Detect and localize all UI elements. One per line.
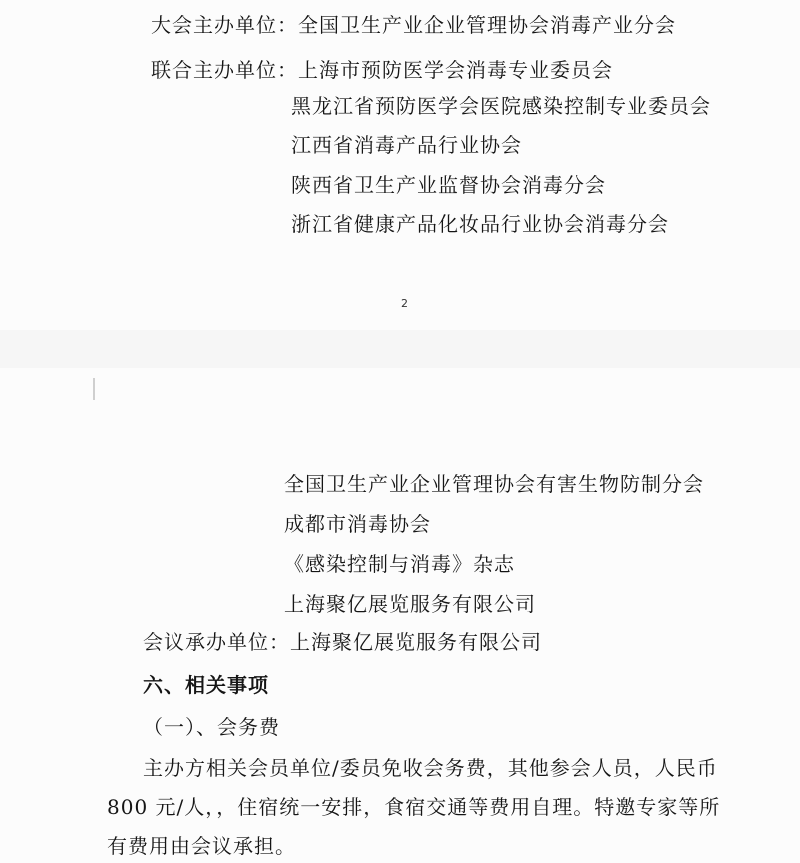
co-host-item: 江西省消毒产品行业协会 <box>291 133 522 157</box>
co-host-item: 成都市消毒协会 <box>284 512 431 536</box>
page-gap <box>0 330 800 368</box>
page-number: 2 <box>401 297 408 310</box>
co-host-item: 黑龙江省预防医学会医院感染控制专业委员会 <box>291 94 711 118</box>
scan-mark <box>93 378 95 400</box>
co-host-item: 上海市预防医学会消毒专业委员会 <box>298 58 613 82</box>
host-row <box>151 11 676 39</box>
host-label: 大会主办单位： <box>151 13 298 37</box>
co-host-row <box>151 56 613 84</box>
co-host-item: 上海聚亿展览服务有限公司 <box>284 592 536 616</box>
paragraph-line: 主办方相关会员单位/委员免收会务费，其他参会人员，人民币 <box>143 756 718 780</box>
co-host-item: 《感染控制与消毒》杂志 <box>284 552 515 576</box>
co-host-item: 陕西省卫生产业监督协会消毒分会 <box>291 173 606 197</box>
host-value: 全国卫生产业企业管理协会消毒产业分会 <box>298 13 676 37</box>
subsection-heading: （一）、会务费 <box>143 715 280 739</box>
paragraph-line: 有费用由会议承担。 <box>107 834 296 858</box>
co-host-item: 全国卫生产业企业管理协会有害生物防制分会 <box>284 472 704 496</box>
organizer-row <box>143 628 542 656</box>
organizer-label: 会议承办单位： <box>143 630 290 654</box>
co-host-item: 浙江省健康产品化妆品行业协会消毒分会 <box>291 212 669 236</box>
document-page-1 <box>0 0 800 330</box>
section-heading: 六、相关事项 <box>143 673 269 697</box>
co-host-label: 联合主办单位： <box>151 58 298 82</box>
paragraph-line: 800 元/人，，住宿统一安排，食宿交通等费用自理。特邀专家等所 <box>107 795 721 819</box>
organizer-value: 上海聚亿展览服务有限公司 <box>290 630 542 654</box>
